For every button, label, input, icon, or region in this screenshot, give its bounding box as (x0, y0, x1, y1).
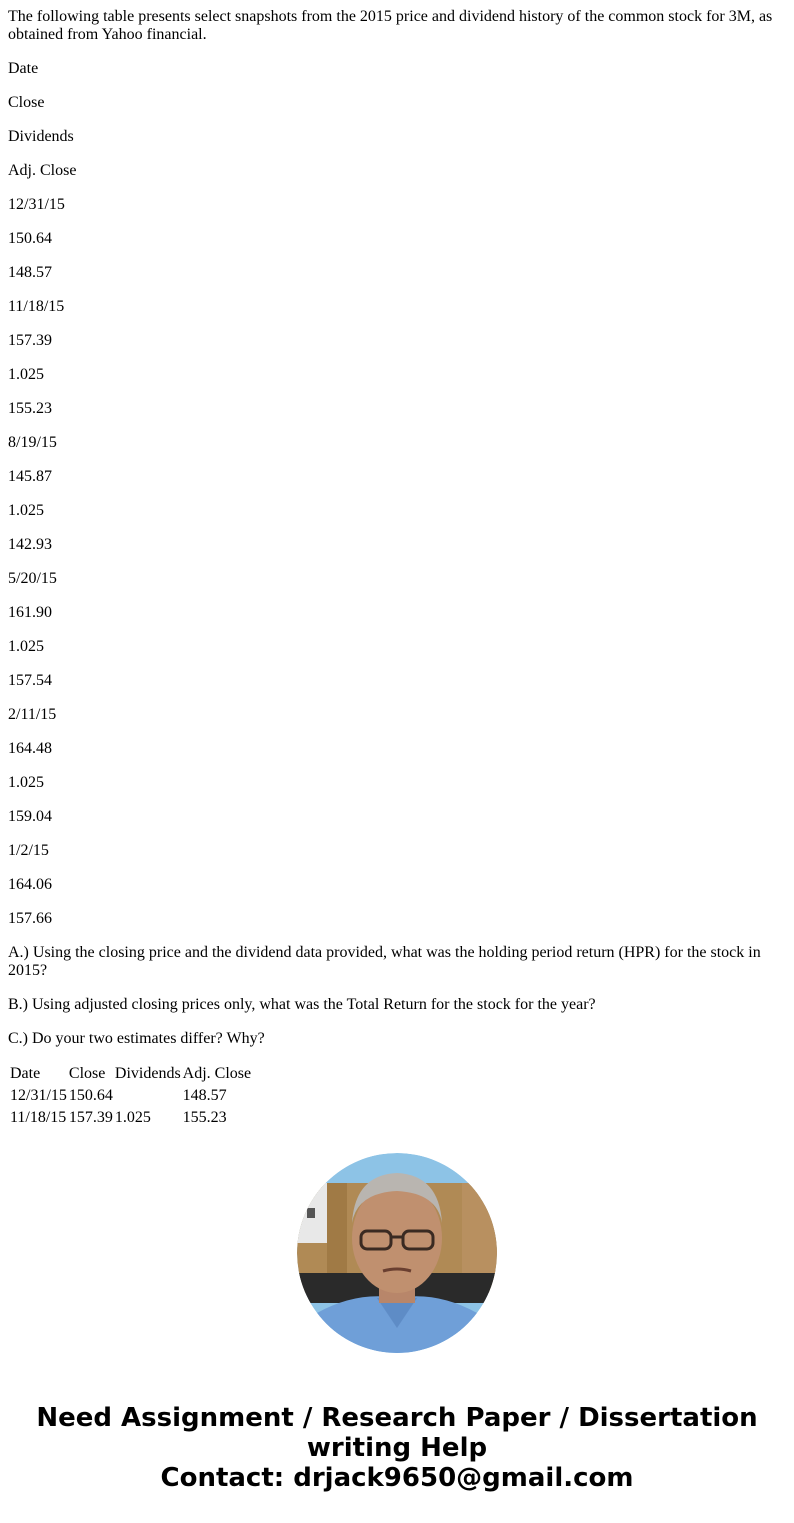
person-photo-icon (297, 1153, 497, 1353)
cell-dividend: 1.025 (8, 638, 44, 655)
cell-close: 157.39 (8, 332, 52, 349)
cell-adj-close: 142.93 (8, 536, 52, 553)
author-avatar (297, 1153, 497, 1353)
question-b: B.) Using adjusted closing prices only, what was the Total Return for the stock for the year? (8, 996, 596, 1013)
row-close: 150.64 (68, 1087, 113, 1104)
header-date: Date (10, 1065, 41, 1082)
table-row (10, 1086, 251, 1106)
promo-banner (0, 1403, 794, 1493)
cell-date: 2/11/15 (8, 706, 57, 723)
promo-line-1: Need Assignment / Research Paper / Dissertation (36, 1403, 758, 1433)
header-adj-close: Adj. Close (182, 1065, 252, 1082)
cell-adj-close: 148.57 (8, 264, 52, 281)
question-a: A.) Using the closing price and the dividend data provided, what was the holding period return (HPR) for the stock in 2015? (8, 944, 761, 979)
cell-dividend: 1.025 (8, 502, 44, 519)
question-c: C.) Do your two estimates differ? Why? (8, 1030, 265, 1047)
header-close: Close (68, 1065, 106, 1082)
row-adj-close: 155.23 (182, 1109, 227, 1126)
row-close: 157.39 (68, 1109, 113, 1126)
row-date: 11/18/15 (10, 1109, 67, 1126)
header-dividends: Dividends (114, 1065, 181, 1082)
cell-date: 11/18/15 (8, 298, 65, 315)
cell-header-adj-close: Adj. Close (8, 162, 77, 179)
row-adj-close: 148.57 (182, 1087, 227, 1104)
cell-dividend: 1.025 (8, 366, 44, 383)
cell-adj-close: 157.66 (8, 910, 52, 927)
cell-header-dividends: Dividends (8, 128, 74, 145)
cell-close: 150.64 (8, 230, 52, 247)
row-dividends: 1.025 (114, 1109, 151, 1126)
intro-paragraph: The following table presents select snapshots from the 2015 price and dividend history of the common stock for 3M, as obtained from Yahoo financial. (8, 8, 773, 43)
row-date: 12/31/15 (10, 1087, 67, 1104)
cell-adj-close: 157.54 (8, 672, 52, 689)
flat-table-cells (8, 60, 786, 928)
cell-header-date: Date (8, 60, 39, 77)
price-dividend-table (8, 1062, 253, 1130)
promo-line-2: writing Help (306, 1433, 488, 1463)
cell-dividend: 1.025 (8, 774, 44, 791)
row-dividends (115, 1086, 181, 1106)
cell-date: 5/20/15 (8, 570, 57, 587)
promo-contact: Contact: drjack9650@gmail.com (160, 1463, 634, 1493)
table-header-row (10, 1064, 251, 1084)
cell-close: 164.48 (8, 740, 52, 757)
cell-date: 1/2/15 (8, 842, 49, 859)
table-row (10, 1108, 251, 1128)
cell-date: 12/31/15 (8, 196, 65, 213)
cell-close: 145.87 (8, 468, 52, 485)
cell-close: 164.06 (8, 876, 52, 893)
cell-close: 161.90 (8, 604, 52, 621)
cell-header-close: Close (8, 94, 45, 111)
cell-date: 8/19/15 (8, 434, 57, 451)
cell-adj-close: 159.04 (8, 808, 52, 825)
cell-adj-close: 155.23 (8, 400, 52, 417)
